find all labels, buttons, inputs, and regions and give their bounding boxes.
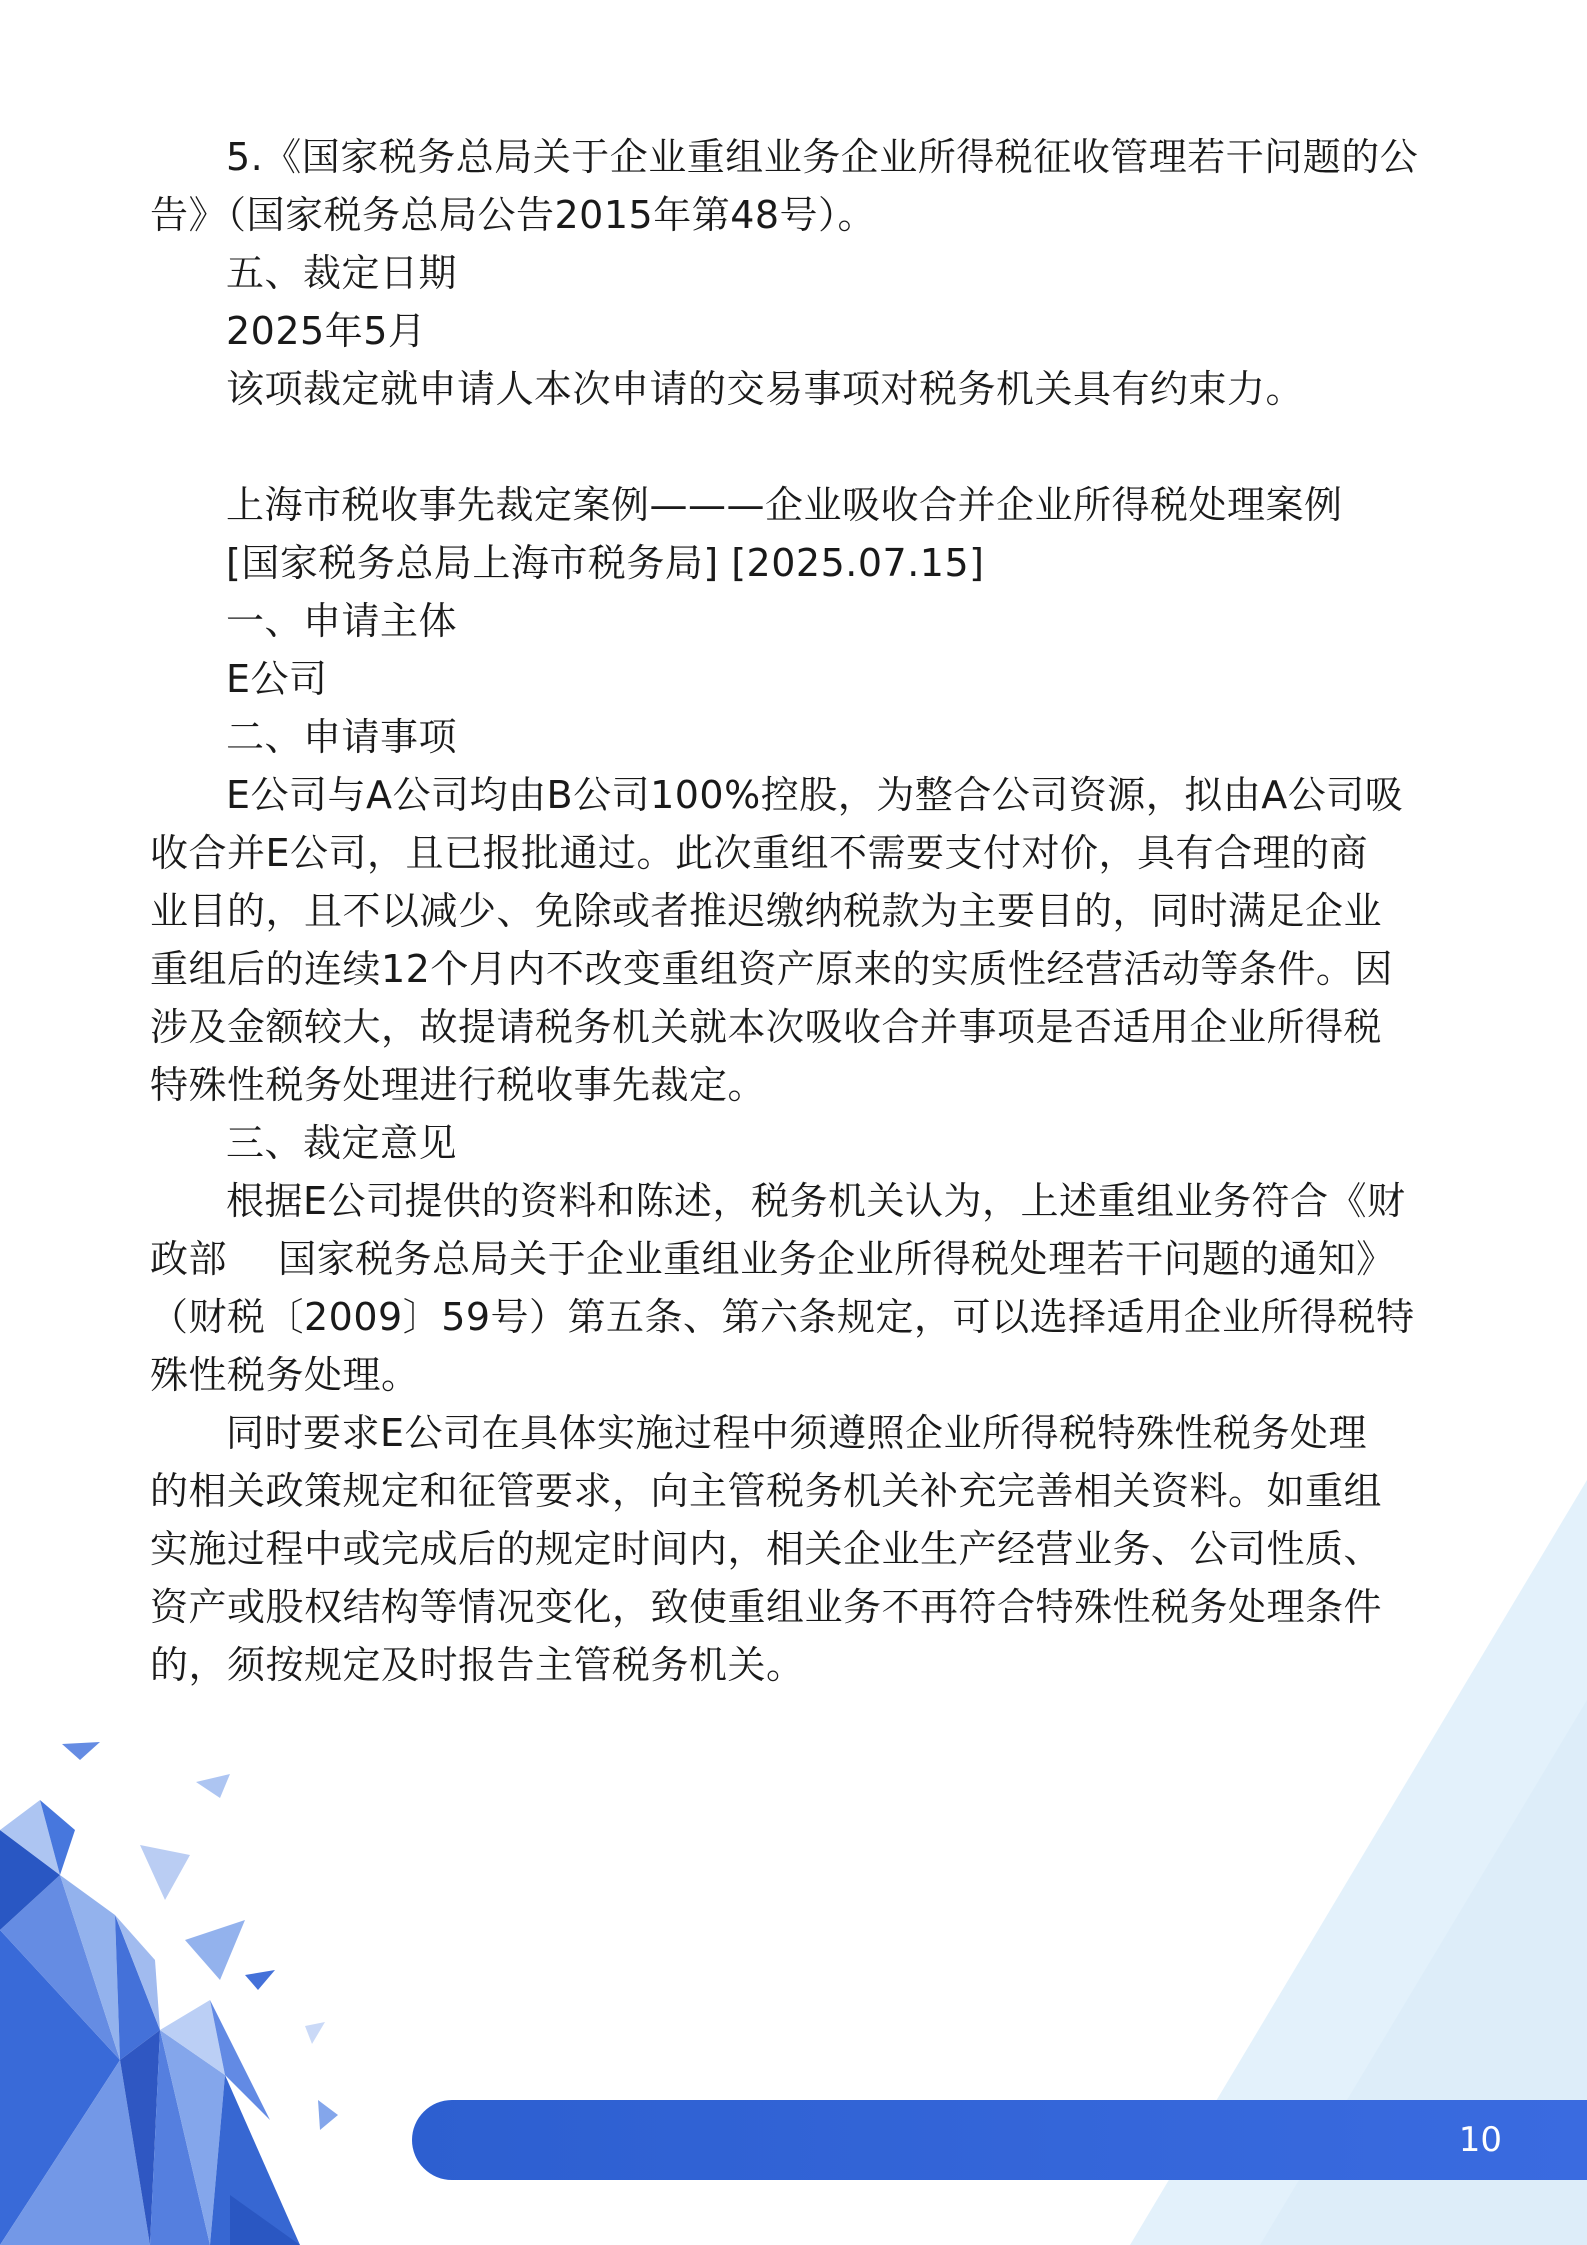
matters-paragraph-line: 业目的，且不以减少、免除或者推迟缴纳税款为主要目的，同时满足企业 — [150, 889, 1383, 933]
opinion-paragraph-line: 根据E公司提供的资料和陈述，税务机关认为，上述重组业务符合《财 — [226, 1179, 1406, 1223]
document-body — [150, 128, 1450, 1694]
ruling-date-value: 2025年5月 — [226, 309, 427, 353]
case-source-date: [国家税务总局上海市税务局] [2025.07.15] — [226, 541, 985, 585]
section-heading-ruling-date: 五、裁定日期 — [226, 251, 458, 295]
geometric-cluster — [0, 1742, 338, 2245]
requirement-paragraph-line: 的，须按规定及时报告主管税务机关。 — [150, 1643, 805, 1687]
matters-paragraph-line: 收合并E公司，且已报批通过。此次重组不需要支付对价，具有合理的商 — [150, 831, 1369, 875]
requirement-paragraph-line: 实施过程中或完成后的规定时间内，相关企业生产经营业务、公司性质、 — [150, 1527, 1383, 1571]
reference-item-5-line-2: 告》（国家税务总局公告2015年第48号）。 — [150, 193, 877, 237]
page-number: 10 — [1458, 2120, 1502, 2160]
case-title: 上海市税收事先裁定案例———企业吸收合并企业所得税处理案例 — [226, 483, 1343, 527]
reference-item-5-line-1: 5.《国家税务总局关于企业重组业务企业所得税征收管理若干问题的公 — [226, 135, 1419, 179]
section-heading-opinion: 三、裁定意见 — [226, 1121, 458, 1165]
opinion-paragraph-line: （财税〔2009〕59号）第五条、第六条规定，可以选择适用企业所得税特 — [150, 1295, 1415, 1339]
footer-bar — [412, 2100, 1587, 2180]
section-heading-matters: 二、申请事项 — [226, 715, 458, 759]
matters-paragraph-line: 重组后的连续12个月内不改变重组资产原来的实质性经营活动等条件。因 — [150, 947, 1393, 991]
opinion-paragraph-line: 殊性税务处理。 — [150, 1353, 420, 1397]
paragraph-gap — [150, 418, 1450, 476]
section-heading-applicant: 一、申请主体 — [226, 599, 458, 643]
matters-paragraph-line: 涉及金额较大，故提请税务机关就本次吸收合并事项是否适用企业所得税 — [150, 1005, 1383, 1049]
binding-statement: 该项裁定就申请人本次申请的交易事项对税务机关具有约束力。 — [226, 367, 1305, 411]
matters-paragraph-line: E公司与A公司均由B公司100%控股，为整合公司资源，拟由A公司吸 — [226, 773, 1404, 817]
requirement-paragraph-line: 的相关政策规定和征管要求，向主管税务机关补充完善相关资料。如重组 — [150, 1469, 1383, 1513]
opinion-paragraph-line: 政部 国家税务总局关于企业重组业务企业所得税处理若干问题的通知》 — [150, 1237, 1395, 1281]
requirement-paragraph-line: 资产或股权结构等情况变化，致使重组业务不再符合特殊性税务处理条件 — [150, 1585, 1383, 1629]
applicant-value: E公司 — [226, 657, 328, 701]
matters-paragraph-line: 特殊性税务处理进行税收事先裁定。 — [150, 1063, 767, 1107]
requirement-paragraph-line: 同时要求E公司在具体实施过程中须遵照企业所得税特殊性税务处理 — [226, 1411, 1368, 1455]
